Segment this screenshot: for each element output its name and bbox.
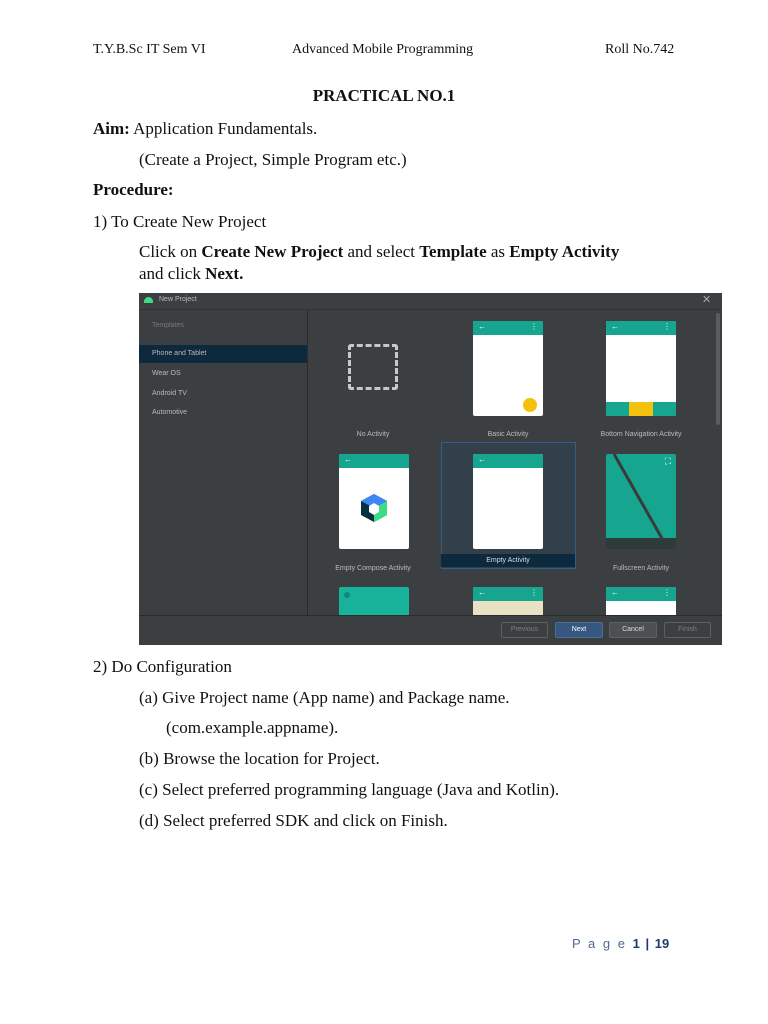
cancel-button[interactable]: Cancel	[609, 622, 657, 638]
empty-activity-preview[interactable]	[473, 454, 543, 549]
fullscreen-activity-preview[interactable]	[606, 454, 676, 549]
previous-button[interactable]: Previous	[501, 622, 548, 638]
template-no-activity[interactable]: No Activity	[356, 431, 390, 438]
jetpack-compose-icon	[358, 492, 390, 524]
bottom-nav-selected	[629, 402, 653, 416]
fullscreen-diagonal	[606, 454, 676, 549]
step2-b: (b) Browse the location for Project.	[139, 749, 380, 768]
page-current: 1	[632, 936, 640, 951]
finish-button[interactable]: Finish	[664, 622, 711, 638]
step1-heading: 1) To Create New Project	[93, 212, 267, 231]
page-title: PRACTICAL NO.1	[312, 86, 456, 105]
sidebar-item-wear-os[interactable]: Wear OS	[152, 370, 181, 377]
step1-t4: and click	[139, 264, 206, 283]
step2-heading: 2) Do Configuration	[93, 657, 232, 676]
new-project-dialog-screenshot	[139, 293, 722, 645]
overflow-menu-icon: ⋮	[530, 588, 538, 597]
procedure-label: Procedure:	[93, 180, 174, 199]
sidebar-item-android-tv[interactable]: Android TV	[152, 390, 187, 397]
page-total: 19	[654, 936, 670, 951]
no-activity-icon[interactable]	[348, 344, 398, 390]
step1-instruction	[139, 242, 619, 262]
header-roll: Roll No.742	[605, 42, 675, 57]
step2-c: (c) Select preferred programming language (Java and Kotlin).	[139, 780, 560, 799]
template-fullscreen[interactable]: Fullscreen Activity	[612, 565, 670, 572]
aim-text: Application Fundamentals.	[133, 119, 318, 138]
fullscreen-navbar	[606, 538, 676, 549]
template-basic-activity[interactable]: Basic Activity	[487, 431, 529, 438]
step1-instruction-2	[139, 264, 243, 284]
settings-activity-preview[interactable]	[606, 587, 676, 617]
template-bottom-navigation[interactable]: Bottom Navigation Activity	[600, 431, 682, 438]
step1-b3: Empty Activity	[509, 242, 620, 261]
step1-t1: Click on	[139, 242, 202, 261]
back-arrow-icon: ←	[478, 322, 486, 331]
aim-line	[93, 119, 317, 139]
back-arrow-icon: ←	[478, 588, 486, 597]
step1-b4: Next.	[205, 264, 244, 283]
templates-sidebar	[139, 310, 308, 615]
back-arrow-icon: ←	[611, 322, 619, 331]
back-arrow-icon: ←	[611, 588, 619, 597]
empty-compose-preview[interactable]	[339, 454, 409, 549]
aim-sub: (Create a Project, Simple Program etc.)	[139, 150, 407, 169]
android-icon	[144, 297, 153, 303]
step2-a: (a) Give Project name (App name) and Package name.	[139, 688, 510, 707]
dialog-title: New Project	[159, 296, 197, 303]
step1-b1: Create New Project	[201, 242, 344, 261]
overflow-menu-icon: ⋮	[663, 322, 671, 331]
sidebar-item-automotive[interactable]: Automotive	[152, 409, 188, 416]
header-subject: Advanced Mobile Programming	[292, 42, 474, 57]
step1-t3: as	[486, 242, 510, 261]
template-scrollbar[interactable]	[716, 313, 720, 425]
next-button[interactable]: Next	[555, 622, 603, 638]
fab-icon	[523, 398, 537, 412]
aim-label: Aim:	[93, 119, 130, 138]
basic-activity-preview[interactable]	[473, 321, 543, 416]
template-empty-compose[interactable]: Empty Compose Activity	[335, 565, 411, 572]
close-icon[interactable]: ✕	[702, 294, 712, 306]
sidebar-heading: Templates	[152, 322, 184, 329]
template-grid	[308, 310, 722, 615]
maps-activity-preview[interactable]	[473, 587, 543, 617]
step1-t2: and select	[343, 242, 420, 261]
step2-d: (d) Select preferred SDK and click on Finish.	[139, 811, 448, 830]
overflow-menu-icon: ⋮	[663, 588, 671, 597]
template-empty-activity[interactable]: Empty Activity	[486, 557, 530, 564]
fullscreen-icon: ⛶	[664, 456, 671, 466]
overflow-menu-icon: ⋮	[530, 322, 538, 331]
page-number	[572, 936, 669, 951]
back-arrow-icon: ←	[478, 455, 486, 464]
page-label: P a g e	[572, 936, 627, 951]
sidebar-item-phone-tablet[interactable]: Phone and Tablet	[139, 345, 307, 363]
header-course: T.Y.B.Sc IT Sem VI	[93, 42, 206, 57]
back-arrow-icon: ←	[344, 455, 352, 464]
dialog-titlebar	[139, 293, 722, 310]
step1-b2: Template	[419, 242, 487, 261]
primary-detail-preview[interactable]	[339, 587, 409, 617]
bottom-navigation-preview[interactable]	[606, 321, 676, 416]
page-separator: |	[645, 936, 650, 951]
step2-a-package: (com.example.appname).	[166, 718, 339, 737]
